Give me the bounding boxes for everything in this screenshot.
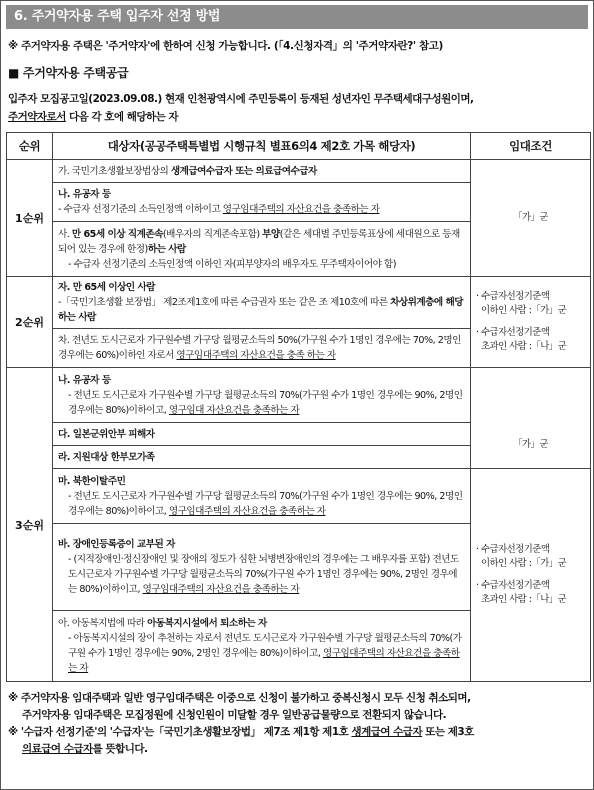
eligibility-table (6, 132, 591, 682)
row-sa-prefix: 사. (58, 228, 72, 240)
row-ja-title: 자. 만 65세 이상인 사람 (58, 282, 155, 293)
row-na-1-title: 나. 유공자 등 (58, 189, 111, 200)
row-ga-bold: 생계급여수급자 또는 의료급여수급자 (170, 165, 317, 177)
row-ja-bold: 차상위계층에 해당하는 사람 (58, 297, 464, 323)
footer-note-2-line2 (8, 741, 588, 758)
subheading: ■ 주거약자용 주택공급 (8, 66, 129, 80)
row-ra: 라. 지원대상 한부모가족 (53, 446, 471, 469)
table-row (7, 469, 591, 524)
row-ma-desc-wrap (58, 489, 465, 519)
row-ba-desc: - (지적장애인·정신장애인 및 장애의 정도가 심한 뇌병변장애인의 경우에는 그 배우자를 포함) 전년도 도시근로자 가구원수별 가구당 월평균소득의 70%(가구원 수가 1명인 경우에는 90%, 2명인 경우에는 80%)이하이고, (68, 554, 459, 595)
row-ja-desc: -「국민기초생활 보장법」 제2조제1호에 따른 수급권자 또는 같은 조 제10호에 따른 (58, 297, 391, 308)
condition-3-ga: 「가」군 (471, 423, 591, 469)
row-a-desc-wrap (58, 631, 465, 676)
cond-2-1a: · 수급자선정기준액 (476, 291, 550, 302)
row-na-2-desc-wrap (58, 388, 465, 418)
intro-line1: 입주자 모집공고일(2023.09.08.) 현재 인천광역시에 주민등록이 등재된 성년자인 무주택세대구성원이며, (8, 93, 474, 105)
intro-line2: 다음 각 호에 해당하는 자 (65, 111, 179, 123)
condition-3-top-blank (471, 368, 591, 423)
row-sa-text1: (배우자의 직계존속포함) (162, 228, 263, 240)
section-title: 6. 주거약자용 주택 입주자 선정 방법 (6, 5, 588, 29)
rank-1: 1순위 (7, 160, 53, 277)
header-target: 대상자(공공주택특별법 시행규칙 별표6의4 제2호 가목 해당자) (53, 133, 471, 160)
condition-2 (471, 277, 591, 368)
footer-note-2a: ※ '수급자 선정기준'의 '수급자'는「국민기초생활보장법」 제7조 제1항 제1호 (8, 726, 352, 738)
footer-note-2-u2: 의료급여 수급자 (22, 743, 93, 755)
row-a-bold: 아동복지시설에서 퇴소하는 자 (147, 618, 267, 629)
row-ga (53, 160, 471, 183)
footer-note-1b: 주거약자용 임대주택은 모집정원에 신청인원이 미달할 경우 일반공급물량으로 전환되지 않습니다. (22, 709, 447, 721)
row-na-2-underline: 영구임대 자산요건을 충족하는 자 (168, 404, 300, 416)
row-na-2-desc: - 전년도 도시근로자 가구원수별 가구당 월평균소득의 70%(가구원 수가 1명인 경우에는 90%, 2명인 경우에는 80%)이하이고, (68, 389, 463, 416)
intro-text (8, 90, 588, 126)
row-na-1-underline: 영구임대주택의 자산요건을 충족하는 자 (222, 204, 380, 215)
row-sa-text2: (같은 세대별 주민등록표상에 세대원으로 등재되어 있는 경우에 한정) (58, 228, 460, 255)
row-ma (53, 469, 471, 524)
row-da: 다. 일본군위안부 피해자 (53, 423, 471, 446)
cond-3-1a: · 수급자선정기준액 (476, 544, 550, 555)
cond-3-2b: 초과인 사람 :「나」군 (480, 594, 567, 605)
header-rank: 순위 (7, 133, 53, 160)
row-a-underline: 영구임대주택의 자산요건을 충족하는 자 (68, 648, 460, 674)
row-ba-desc-wrap (58, 552, 465, 597)
row-sa-bold2: 부양 (262, 228, 280, 240)
footer-notes (6, 690, 588, 758)
row-ma-title: 마. 북한이탈주민 (58, 475, 126, 487)
cond-3-1b: 이하인 사람 :「가」군 (480, 558, 567, 569)
row-na-2-title: 나. 유공자 등 (58, 374, 111, 386)
row-ma-underline: 영구임대주택의 자산요건을 충족하는 자 (168, 505, 326, 517)
top-note: ※ 주거약자용 주택은 '주거약자'에 한하여 신청 가능합니다. (「4.신청자격」의 '주거약자란?' 참고) (8, 40, 443, 52)
condition-1: 「가」군 (471, 160, 591, 277)
row-ba-underline: 영구임대주택의 자산요건을 충족하는 자 (142, 584, 300, 595)
row-na-2 (53, 368, 471, 423)
rank-3: 3순위 (7, 368, 53, 682)
row-a (53, 611, 471, 682)
row-cha-prefix: 차. (58, 335, 72, 346)
table-row (7, 368, 591, 423)
intro-underlined: 주거약자로서 (8, 111, 66, 123)
condition-3 (471, 469, 591, 682)
condition-2-item-1 (476, 290, 585, 318)
cond-3-2a: · 수급자선정기준액 (476, 580, 550, 591)
row-cha-underline: 영구임대주택의 자산요건을 충족 하는 자 (176, 350, 336, 361)
row-a-desc: - 아동복지시설의 장이 추천하는 자로서 전년도 도시근로자 가구원수별 가구당 월평균소득의 70%(가구원 수가 1명인 경우에는 90%, 2명인 경우에는 80%)이하이고, (68, 633, 462, 659)
row-na-1-desc: - 수급자 선정기준의 소득인정액 이하이고 (58, 204, 223, 215)
header-condition: 임대조건 (471, 133, 591, 160)
cond-2-1b: 이하인 사람 :「가」군 (480, 305, 567, 316)
table-row (7, 277, 591, 329)
rank-2: 2순위 (7, 277, 53, 368)
row-sa-bold3: 하는 사람 (147, 243, 186, 255)
footer-note-2-end: 를 뜻합니다. (92, 743, 148, 755)
table-row (7, 423, 591, 446)
table-row (7, 160, 591, 183)
row-cha-desc: 전년도 도시근로자 가구원수별 가구당 월평균소득의 50%(가구원 수가 1명인 경우에는 70%, 2명인 경우에는 60%)이하인 자로서 (58, 335, 461, 361)
table-header-row (7, 133, 591, 160)
row-ga-text: 가. 국민기초생활보장법상의 (58, 165, 171, 177)
cond-2-2a: · 수급자선정기준액 (476, 327, 550, 338)
condition-2-item-2 (476, 326, 585, 354)
row-ja (53, 277, 471, 329)
row-sa (53, 222, 471, 277)
condition-3-item-2 (476, 579, 585, 607)
row-ba-title: 바. 장애인등록증이 교부된 자 (58, 539, 175, 550)
footer-note-2-u1: 생계급여 수급자 (351, 726, 423, 738)
footer-note-1a: ※ 주거약자용 임대주택과 일반 영구임대주택은 이중으로 신청이 불가하고 중복신청시 모두 신청 취소되며, (8, 692, 471, 704)
cond-2-2b: 초과인 사람 :「나」군 (480, 341, 567, 352)
row-sa-bold1: 만 65세 이상 직계존속 (71, 228, 163, 240)
row-na-1 (53, 183, 471, 222)
row-sa-desc: - 수급자 선정기준의 소득인정액 이하인 자(피부양자의 배우자도 무주택자이어야 함) (68, 258, 396, 270)
row-ma-desc: - 전년도 도시근로자 가구원수별 가구당 월평균소득의 70%(가구원 수가 1명인 경우에는 90%, 2명인 경우에는 80%)이하이고, (68, 490, 463, 517)
row-a-prefix: 아. 아동복지법에 따라 (58, 618, 148, 629)
row-cha (53, 329, 471, 368)
footer-note-2-mid: 또는 제3호 (422, 726, 474, 738)
row-ba (53, 524, 471, 611)
condition-3-item-1 (476, 543, 585, 571)
